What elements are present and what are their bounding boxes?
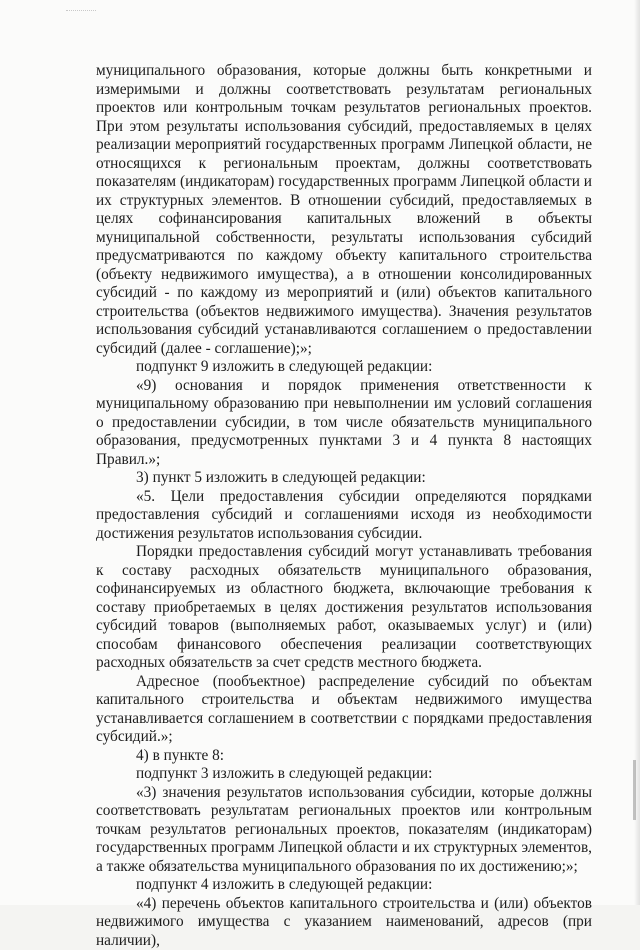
paragraph-12: «4) перечень объектов капитального строительства и (или) объектов недвижимого имущества с указанием наименований, адресов (при наличии), [96, 895, 592, 950]
paragraph-9: подпункт 3 изложить в следующей редакции: [96, 765, 592, 784]
paragraph-5: «5. Цели предоставления субсидии определяются порядками предоставления субсидий и соглашениями исходя из необходимости достижения результатов использования субсидии. [96, 488, 592, 544]
paragraph-2: подпункт 9 изложить в следующей редакции: [96, 358, 592, 377]
paragraph-11: подпункт 4 изложить в следующей редакции: [96, 876, 592, 895]
paragraph-6: Порядки предоставления субсидий могут устанавливать требования к составу расходных обязательств муниципального образования, софинансируемых из областного бюджета, включающие требования к составу приобретаемых в целях достижения результатов использования субсидий товаров (выполняемых работ, оказываемых услуг) и (или) способам финансового обеспечения реализации соответствующих расходных обязательств за счет средств местного бюджета. [96, 543, 592, 673]
paragraph-8: 4) в пункте 8: [96, 747, 592, 766]
scan-artifact [66, 10, 96, 12]
scan-edge-mark [633, 760, 636, 820]
paragraph-10: «3) значения результатов использования субсидии, которые должны соответствовать результатам региональных проектов или контрольным точкам результатов региональных проектов, показателям (индикаторам) государственных программ Липецкой области и их структурных элементов, а также обязательства муниципального образования по их достижению;»; [96, 784, 592, 877]
paragraph-7: Адресное (пообъектное) распределение субсидий по объектам капитального строительства и объектам недвижимого имущества устанавливается соглашением в соответствии с порядками предоставления субсидий.»; [96, 673, 592, 747]
paragraph-3: «9) основания и порядок применения ответственности к муниципальному образованию при невыполнении им условий соглашения о предоставлении субсидии, в том числе обязательств муниципального образования, предусмотренных пунктами 3 и 4 пункта 8 настоящих Правил.»; [96, 377, 592, 470]
paragraph-1: муниципального образования, которые должны быть конкретными и измеримыми и должны соответствовать результатам региональных проектов или контрольным точкам результатов региональных проектов. При этом результаты использования субсидий, предоставляемых в целях реализации мероприятий государственных программ Липецкой области, не относящихся к региональным проектам, должны соответствовать показателям (индикаторам) государственных программ Липецкой области и их структурных элементов. В отношении субсидий, предоставляемых в целях софинансирования капитальных вложений в объекты муниципальной собственности, результаты использования субсидий предусматриваются по каждому объекту капитального строительства (объекту недвижимого имущества), а в отношении консолидированных субсидий - по каждому из мероприятий и (или) объектов капитального строительства (объектов недвижимого имущества). Значения результатов использования субсидий устанавливаются соглашением о предоставлении субсидий (далее - соглашение);»; [96, 62, 592, 358]
paragraph-4: 3) пункт 5 изложить в следующей редакции: [96, 469, 592, 488]
document-body [96, 62, 592, 950]
